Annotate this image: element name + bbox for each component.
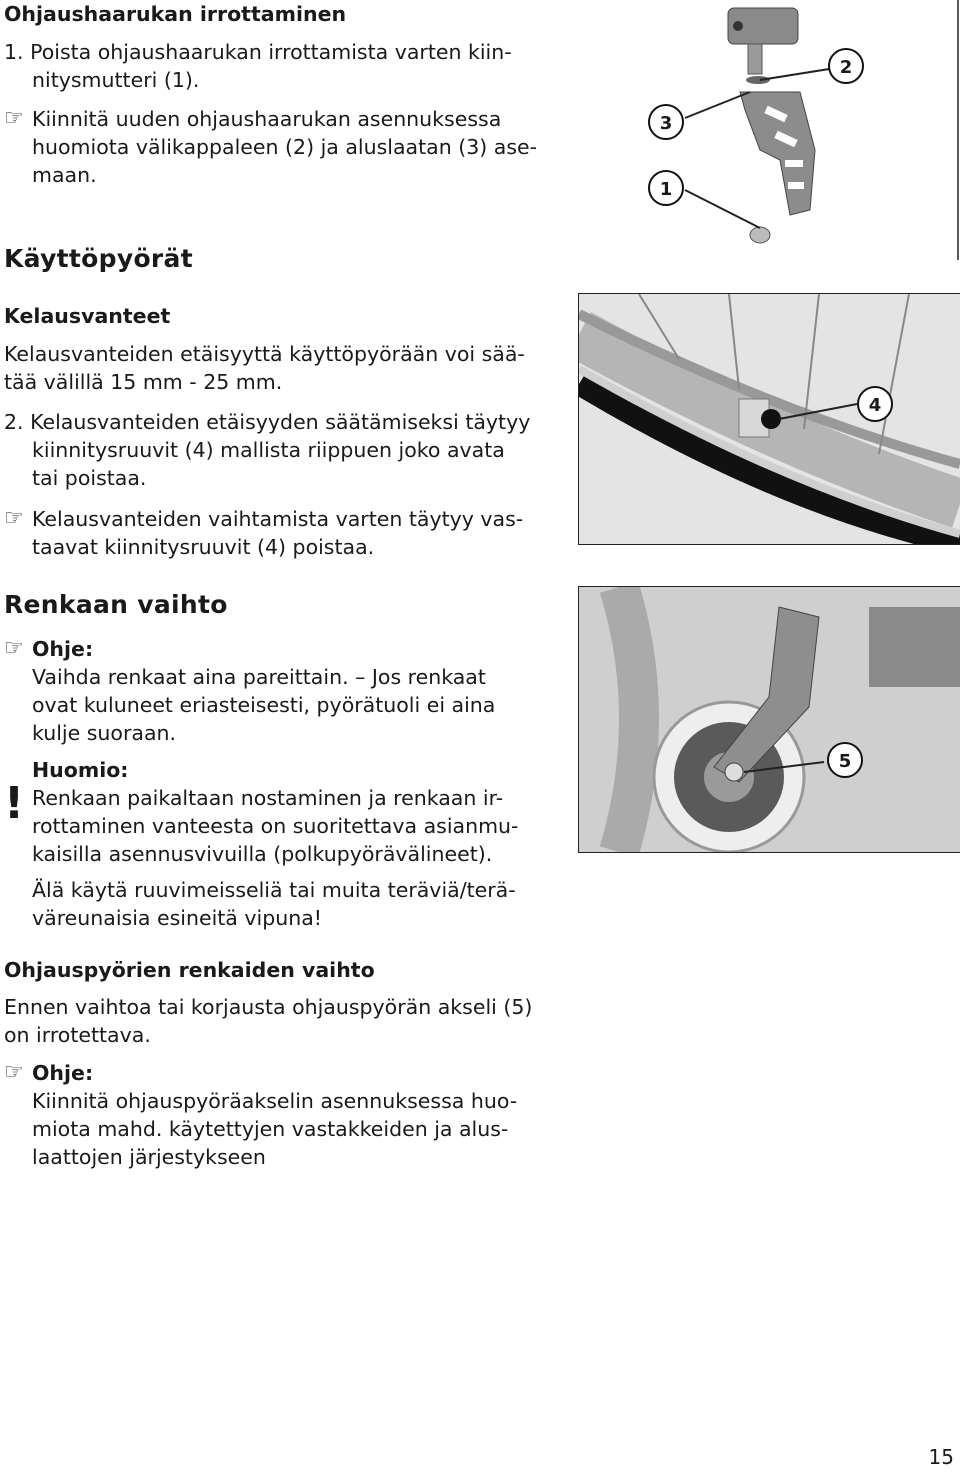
pointing-hand-icon: ☞ bbox=[4, 106, 24, 131]
caster-ohje bbox=[4, 1059, 564, 1171]
huomio-line3: kaisilla asennusvivuilla (polkupyörävälineet). bbox=[32, 842, 493, 866]
callout-3: 3 bbox=[648, 104, 684, 140]
caster-paragraph bbox=[4, 993, 564, 1049]
figure-steering-fork bbox=[640, 0, 960, 260]
caster-ohje-label: Ohje: bbox=[32, 1061, 94, 1085]
huomio-line4: Älä käytä ruuvimeisseliä tai muita teräviä/terä- bbox=[32, 878, 516, 902]
steering-fork-illustration bbox=[640, 0, 960, 260]
huomio-line1: Renkaan paikaltaan nostaminen ja renkaan ir- bbox=[32, 786, 504, 810]
pointing-hand-icon: ☞ bbox=[4, 1060, 24, 1085]
callout-2: 2 bbox=[828, 48, 864, 84]
huomio-line5: väreunaisia esineitä vipuna! bbox=[32, 906, 322, 930]
handrims-paragraph bbox=[4, 340, 544, 396]
handrims-note-line2: taavat kiinnitysruuvit (4) poistaa. bbox=[32, 535, 375, 559]
detach-item-1-line1: 1. Poista ohjaushaarukan irrottamista varten kiin- bbox=[4, 40, 512, 64]
tire-ohje-line2: ovat kuluneet eriasteisesti, pyörätuoli ei aina bbox=[32, 693, 496, 717]
pointing-hand-icon: ☞ bbox=[4, 636, 24, 661]
page-number: 15 bbox=[928, 1445, 954, 1469]
callout-5: 5 bbox=[827, 742, 863, 778]
figure-caster-wheel bbox=[578, 586, 960, 853]
warning-icon: ! bbox=[4, 778, 25, 829]
caster-ohje-line2: miota mahd. käytettyjen vastakkeiden ja alus- bbox=[32, 1117, 509, 1141]
figure-handrim-screw bbox=[578, 293, 960, 545]
tire-ohje-line1: Vaihda renkaat aina pareittain. – Jos renkaat bbox=[32, 665, 486, 689]
huomio-line2: rottaminen vanteesta on suoritettava asianmu- bbox=[32, 814, 519, 838]
subtitle-handrims: Kelausvanteet bbox=[4, 304, 171, 328]
caster-wheel-photo bbox=[579, 587, 960, 852]
detach-note-line2: huomiota välikappaleen (2) ja aluslaatan (3) ase- bbox=[32, 135, 538, 159]
caster-paragraph-line2: on irrotettava. bbox=[4, 1023, 151, 1047]
section-title-caster: Ohjauspyörien renkaiden vaihto bbox=[4, 958, 375, 982]
caster-ohje-line1: Kiinnitä ohjauspyöräakselin asennuksessa huo- bbox=[32, 1089, 518, 1113]
handrims-note-line1: Kelausvanteiden vaihtamista varten täytyy vas- bbox=[32, 507, 524, 531]
section-title-detach: Ohjaushaarukan irrottaminen bbox=[4, 2, 347, 26]
huomio-label: Huomio: bbox=[32, 758, 129, 782]
detach-item-1-line2: nitysmutteri (1). bbox=[32, 68, 200, 92]
ohje-label: Ohje: bbox=[32, 637, 94, 661]
handrim-photo bbox=[579, 294, 960, 544]
caster-ohje-line3: laattojen järjestykseen bbox=[32, 1145, 266, 1169]
handrims-item-2-line1: 2. Kelausvanteiden etäisyyden säätämiseksi täytyy bbox=[4, 410, 531, 434]
callout-1: 1 bbox=[648, 170, 684, 206]
detach-item-1 bbox=[4, 38, 524, 94]
handrims-item-2 bbox=[4, 408, 544, 492]
handrims-item-2-line3: tai poistaa. bbox=[32, 466, 147, 490]
handrims-paragraph-line2: tää välillä 15 mm - 25 mm. bbox=[4, 370, 283, 394]
tire-change-huomio bbox=[4, 756, 544, 932]
handrims-item-2-line2: kiinnitysruuvit (4) mallista riippuen joko avata bbox=[32, 438, 505, 462]
tire-ohje-line3: kulje suoraan. bbox=[32, 721, 177, 745]
handrims-note bbox=[4, 505, 544, 561]
handrims-paragraph-line1: Kelausvanteiden etäisyyttä käyttöpyörään voi sää- bbox=[4, 342, 525, 366]
section-title-drive-wheels: Käyttöpyörät bbox=[4, 244, 193, 273]
detach-note-line3: maan. bbox=[32, 163, 97, 187]
pointing-hand-icon: ☞ bbox=[4, 506, 24, 531]
detach-note bbox=[4, 105, 564, 189]
callout-4: 4 bbox=[857, 386, 893, 422]
caster-paragraph-line1: Ennen vaihtoa tai korjausta ohjauspyörän akseli (5) bbox=[4, 995, 533, 1019]
section-title-tire-change: Renkaan vaihto bbox=[4, 590, 228, 619]
detach-note-line1: Kiinnitä uuden ohjaushaarukan asennuksessa bbox=[32, 107, 502, 131]
tire-change-ohje bbox=[4, 635, 544, 747]
